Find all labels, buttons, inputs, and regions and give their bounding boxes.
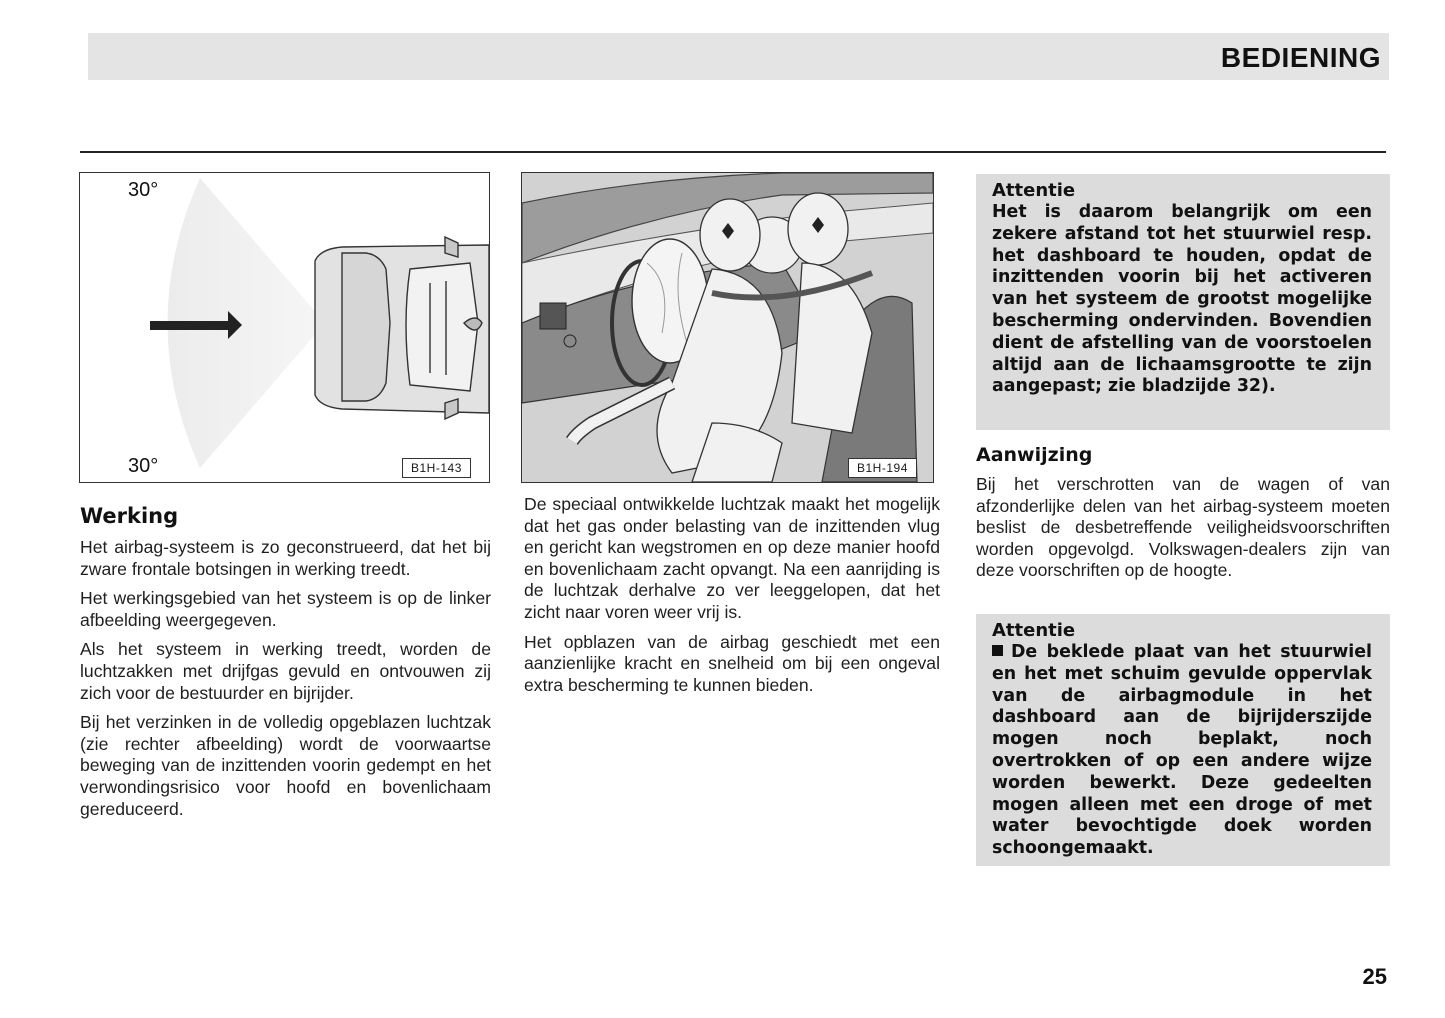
angle-label-bottom: 30° — [128, 455, 159, 477]
figure-activation-zone — [79, 172, 490, 483]
attention-title: Attentie — [992, 620, 1076, 641]
attention-body-text: De beklede plaat van het stuurwiel en het met schuim gevulde oppervlak van de airbagmodule in het dashboard aan de bijrijderszijde mogen noch beplakt, noch overtrokken of op een andere wijze worden bewerkt. Deze gedeelten mogen alleen met een droge of met water bevochtigde doek worden schoongemaakt. — [992, 642, 1372, 859]
heading-werking: Werking — [80, 504, 179, 528]
attention-body: Het is daarom belangrijk om een zekere afstand tot het stuurwiel resp. het dashboard te houden, opdat de inzittenden voorin bij het activeren van het systeem de grootst mogelijke bescherming ondervinden. Bovendien dient de afstelling van de voorstoelen altijd aan de lichaamsgrootte te zijn aangepast; zie bladzijde 32). — [992, 202, 1372, 397]
header-band — [88, 33, 1389, 80]
heading-aanwijzing: Aanwijzing — [976, 444, 1093, 466]
activation-zone-illustration — [80, 173, 489, 482]
airbag-deployment-illustration — [522, 173, 933, 482]
note-body — [976, 474, 1390, 590]
figure-code: B1H-194 — [848, 458, 917, 478]
section-title: BEDIENING — [1220, 42, 1381, 73]
paragraph: Het werkingsgebied van het systeem is op de linker afbeelding weergegeven. — [80, 588, 491, 630]
page-number: 25 — [1362, 964, 1387, 989]
paragraph: Bij het verschrotten van de wagen of van afzonderlijke delen van het airbag-systeem moeten beslist de desbetreffende veiligheidsvoorschriften worden opgevolgd. Volkswagen-dealers zijn van deze voorschriften op de hoogte. — [976, 474, 1390, 581]
bullet-square-icon — [992, 645, 1003, 656]
paragraph: Bij het verzinken in de volledig opgeblazen luchtzak (zie rechter afbeelding) wordt de voorwaartse beweging van de inzittenden voorin gedempt en het verwondingsrisico voor hoofd en bovenlichaam gereduceerd. — [80, 712, 491, 819]
attention-body — [992, 642, 1372, 860]
paragraph: Als het systeem in werking treedt, worden de luchtzakken met drijfgas gevuld en ontvouwen zij zich voor de bestuurder en bijrijder. — [80, 639, 491, 703]
attention-title: Attentie — [992, 180, 1076, 201]
paragraph: De speciaal ontwikkelde luchtzak maakt het mogelijk dat het gas onder belasting van de inzittenden vlug en gericht kan wegstromen en op deze manier hoofd en bovenlichaam zacht opvangt. Na een aanrijding is de luchtzak derhalve zo ver leeggelopen, dat het zicht naar voren weer vrij is. — [524, 494, 940, 622]
attention-box-1 — [976, 174, 1390, 430]
attention-box-2 — [976, 614, 1390, 866]
header-rule — [80, 151, 1386, 153]
figure-airbag-deployment — [521, 172, 934, 483]
car-top-view-icon — [315, 237, 489, 419]
left-column-text — [80, 537, 491, 828]
middle-column-text — [524, 494, 940, 704]
paragraph: Het opblazen van de airbag geschiedt met een aanzienlijke kracht en snelheid om bij een ongeval extra bescherming te kunnen bieden. — [524, 631, 940, 695]
angle-label-top: 30° — [128, 179, 159, 201]
figure-code: B1H-143 — [402, 458, 471, 478]
paragraph: Het airbag-systeem is zo geconstrueerd, dat het bij zware frontale botsingen in werking treedt. — [80, 537, 491, 579]
